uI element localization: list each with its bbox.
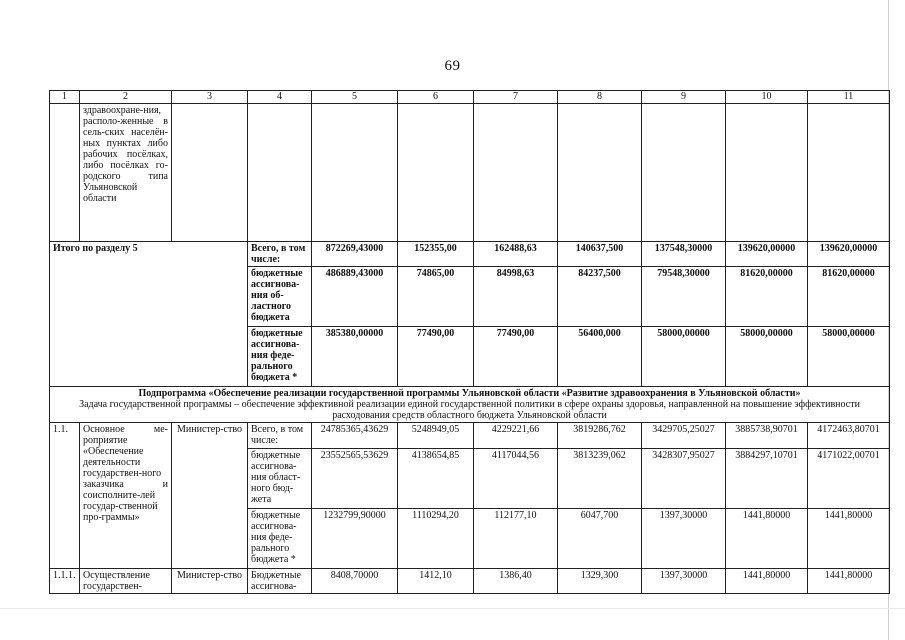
value-cell: 58000,00000 (808, 327, 890, 387)
funding-source: Бюджетные ассигнова- (248, 569, 312, 594)
column-number: 9 (642, 91, 726, 104)
measure-name: Осуществление государствен- (80, 569, 172, 594)
column-number: 7 (474, 91, 558, 104)
funding-source: бюджетные ассигнова-ния феде-рального бюджета * (248, 509, 312, 569)
value-cell: 139620,00000 (808, 242, 890, 267)
measure-number: 1.1.1. (50, 569, 80, 594)
page-edge-bottom (0, 608, 905, 609)
column-number: 2 (80, 91, 172, 104)
value-cell: 1441,80000 (726, 509, 808, 569)
value-cell: 84998,63 (474, 267, 558, 327)
value-cell: 162488,63 (474, 242, 558, 267)
value-cell: 84237,500 (558, 267, 642, 327)
column-number: 11 (808, 91, 890, 104)
value-cell: 1412,10 (398, 569, 474, 594)
value-cell: 3885738,90701 (726, 423, 808, 449)
column-number: 5 (312, 91, 398, 104)
value-cell: 385380,00000 (312, 327, 398, 387)
value-cell: 3884297,10701 (726, 449, 808, 509)
value-cell: 486889,43000 (312, 267, 398, 327)
value-cell: 24785365,43629 (312, 423, 398, 449)
value-cell: 8408,70000 (312, 569, 398, 594)
value-cell: 872269,43000 (312, 242, 398, 267)
value-cell: 1441,80000 (726, 569, 808, 594)
value-cell: 56400,000 (558, 327, 642, 387)
value-cell: 1441,80000 (808, 509, 890, 569)
subprogram-banner (50, 387, 890, 423)
value-cell: 4138654,85 (398, 449, 474, 509)
value-cell: 1110294,20 (398, 509, 474, 569)
value-cell: 1329,300 (558, 569, 642, 594)
value-cell: 4172463,80701 (808, 423, 890, 449)
section-total-label: Итого по разделу 5 (50, 242, 248, 387)
funding-source: Всего, в том числе: (248, 242, 312, 267)
measure-row (50, 423, 890, 449)
value-cell: 3813239,062 (558, 449, 642, 509)
column-number: 3 (172, 91, 248, 104)
budget-table (49, 90, 890, 594)
value-cell: 4117044,56 (474, 449, 558, 509)
subprogram-task: Задача государственной программы – обеспечение эффективной реализации единой государственной политики в сфере охраны здоровья, направленной на повышение эффективности расходования средств областного бюджета Ульяновской области (79, 399, 860, 421)
continuation-measure-text: здравоохране-ния, располо-женные в сель-ских населён-ных пунктах либо рабочих посёлках, либо посёлках го-родского типа Ульяновской области (80, 104, 172, 242)
value-cell: 1397,30000 (642, 569, 726, 594)
funding-source: бюджетные ассигнова-ния област-ного бюд-жета (248, 449, 312, 509)
value-cell: 152355,00 (398, 242, 474, 267)
value-cell: 139620,00000 (726, 242, 808, 267)
value-cell: 3428307,95027 (642, 449, 726, 509)
value-cell: 23552565,53629 (312, 449, 398, 509)
value-cell: 77490,00 (398, 327, 474, 387)
value-cell: 74865,00 (398, 267, 474, 327)
value-cell: 140637,500 (558, 242, 642, 267)
column-number: 1 (50, 91, 80, 104)
column-number-row (50, 91, 890, 104)
value-cell: 1441,80000 (808, 569, 890, 594)
value-cell: 137548,30000 (642, 242, 726, 267)
column-number: 10 (726, 91, 808, 104)
value-cell: 112177,10 (474, 509, 558, 569)
funding-source: Всего, в том числе: (248, 423, 312, 449)
page-number: 69 (444, 58, 461, 74)
column-number: 6 (398, 91, 474, 104)
value-cell: 1232799,90000 (312, 509, 398, 569)
subprogram-title: Подпрограмма «Обеспечение реализации государственной программы Ульяновской области «Развитие здравоохранения в Ульяновской области» (138, 388, 801, 399)
measure-executor: Министер-ство (172, 569, 248, 594)
measure-row (50, 569, 890, 594)
value-cell: 4171022,00701 (808, 449, 890, 509)
continuation-row (50, 104, 890, 242)
measure-executor: Министер-ство (172, 423, 248, 569)
value-cell: 79548,30000 (642, 267, 726, 327)
value-cell: 58000,00000 (726, 327, 808, 387)
value-cell: 4229221,66 (474, 423, 558, 449)
measure-number: 1.1. (50, 423, 80, 569)
value-cell: 77490,00 (474, 327, 558, 387)
value-cell: 1397,30000 (642, 509, 726, 569)
funding-source: бюджетные ассигнова-ния феде-рального бюджета * (248, 327, 312, 387)
value-cell: 81620,00000 (808, 267, 890, 327)
value-cell: 3429705,25027 (642, 423, 726, 449)
value-cell: 6047,700 (558, 509, 642, 569)
value-cell: 3819286,762 (558, 423, 642, 449)
measure-name: Основное ме-роприятие «Обеспечение деятельности государствен-ного заказчика и соисполните-лей государ-ственной про-граммы» (80, 423, 172, 569)
column-number: 4 (248, 91, 312, 104)
section-total-row (50, 242, 890, 267)
funding-source: бюджетные ассигнова-ния об-ластного бюджета (248, 267, 312, 327)
value-cell: 58000,00000 (642, 327, 726, 387)
value-cell: 1386,40 (474, 569, 558, 594)
value-cell: 81620,00000 (726, 267, 808, 327)
value-cell: 5248949,05 (398, 423, 474, 449)
column-number: 8 (558, 91, 642, 104)
